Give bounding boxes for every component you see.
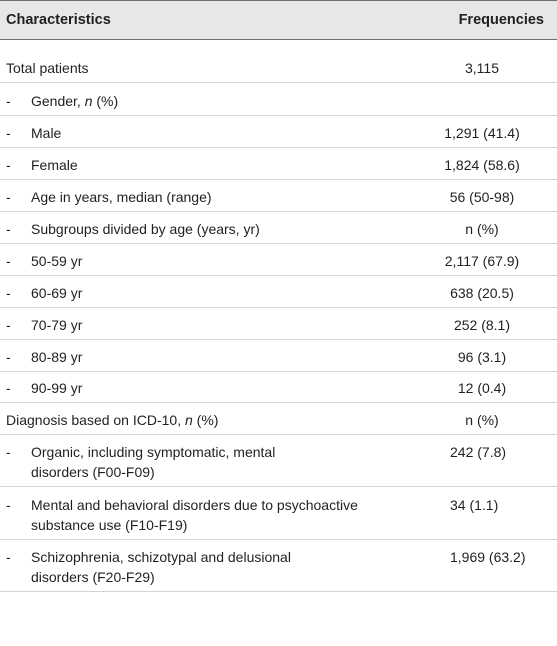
table-row — [0, 123, 557, 148]
row-value: 1,969 (63.2) — [450, 549, 526, 565]
table-row — [0, 91, 557, 116]
table-row — [0, 187, 557, 212]
table-row — [0, 547, 557, 592]
row-label: - 90-99 yr — [6, 380, 83, 396]
row-label: - 50-59 yr — [6, 253, 83, 269]
row-value: 34 (1.1) — [450, 497, 499, 513]
table-row — [0, 410, 557, 435]
table-row — [0, 219, 557, 244]
row-value: 252 (8.1) — [453, 317, 511, 333]
table-row — [0, 58, 557, 83]
row-value: 3,115 — [465, 60, 499, 76]
table-row — [0, 155, 557, 180]
table-header — [0, 0, 557, 40]
row-value: 96 (3.1) — [457, 349, 507, 365]
row-value: n (%) — [465, 221, 499, 237]
row-label: - 60-69 yr — [6, 285, 83, 301]
table-row — [0, 283, 557, 308]
row-label: Total patients — [6, 60, 89, 76]
row-label: - Organic, including symptomatic, mental disorders (F00-F09) — [6, 444, 276, 480]
row-label: - 70-79 yr — [6, 317, 83, 333]
header-frequencies: Frequencies — [458, 12, 544, 28]
row-value: 638 (20.5) — [450, 285, 514, 301]
row-label: - Subgroups divided by age (years, yr) — [6, 221, 260, 237]
row-label: - Male — [6, 125, 62, 141]
table-row — [0, 251, 557, 276]
row-value: 56 (50-98) — [449, 189, 515, 205]
row-value: 2,117 (67.9) — [444, 253, 520, 269]
row-value: 1,291 (41.4) — [444, 125, 520, 141]
row-value: 242 (7.8) — [450, 444, 507, 460]
table-row — [0, 347, 557, 372]
row-label: - Age in years, median (range) — [6, 189, 212, 205]
row-label: - Schizophrenia, schizotypal and delusional disorders (F20-F29) — [6, 549, 291, 585]
row-label: - 80-89 yr — [6, 349, 83, 365]
row-value: n (%) — [465, 412, 499, 428]
row-label: - Female — [6, 157, 78, 173]
table-row — [0, 315, 557, 340]
table-row — [0, 442, 557, 487]
row-label: - Mental and behavioral disorders due to psychoactive substance use (F10-F19) — [6, 497, 358, 533]
row-label: - Gender, n (%) — [6, 93, 119, 109]
row-value: 12 (0.4) — [457, 380, 507, 396]
table-row — [0, 378, 557, 403]
table-row — [0, 495, 557, 540]
row-label: Diagnosis based on ICD-10, n (%) — [6, 412, 219, 428]
header-characteristics: Characteristics — [6, 12, 111, 28]
row-value: 1,824 (58.6) — [444, 157, 520, 173]
